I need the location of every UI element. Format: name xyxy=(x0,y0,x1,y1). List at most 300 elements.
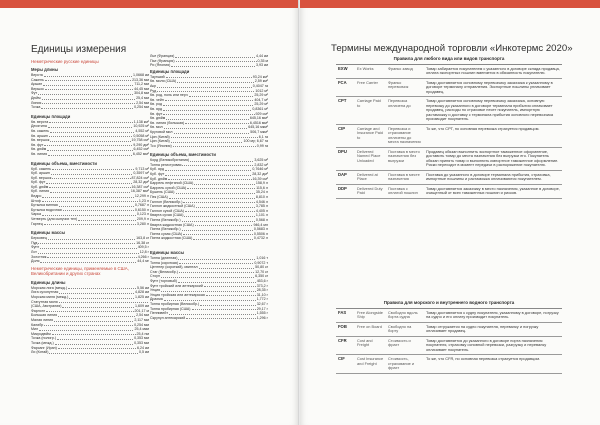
unit-name: Лот xyxy=(31,250,37,254)
unit-value: 163,8 кг xyxy=(136,236,149,241)
unit-name: Штоф xyxy=(31,198,41,203)
dot-leader xyxy=(50,141,130,142)
unit-name: Кварта жидкостная (США) xyxy=(150,222,194,227)
unit-value: 6,4516 мм² xyxy=(249,120,268,125)
units-column-2 xyxy=(150,54,268,320)
dot-leader xyxy=(194,184,255,185)
unit-value: 2,54 мм xyxy=(136,100,149,105)
unit-name: Стаг (Великобр.) xyxy=(150,269,178,274)
term-english: Delivered at Place xyxy=(357,171,378,181)
unit-value: 1,772 г xyxy=(256,297,268,302)
dot-leader xyxy=(185,123,249,124)
unit-name: Морская миля (межд.) xyxy=(31,294,69,299)
unit-value: 6,1 га xyxy=(258,134,268,139)
dot-leader xyxy=(165,100,253,101)
unit-value: 929 см² xyxy=(255,111,268,116)
term-english: Free on Board xyxy=(357,323,382,329)
dot-leader xyxy=(42,215,136,216)
unit-value: 201,17 м xyxy=(134,308,149,313)
unit-value: 1,0668 км xyxy=(132,73,149,77)
unit-value: 6,350 кг xyxy=(255,274,268,279)
dot-leader xyxy=(51,174,132,175)
dot-leader xyxy=(59,293,134,294)
unit-name: Куб. сажень xyxy=(31,166,52,171)
unit-row xyxy=(150,144,268,149)
unit-value: 10,925 м² xyxy=(133,124,149,129)
dot-leader xyxy=(183,234,253,235)
dot-leader xyxy=(46,311,133,312)
dot-leader xyxy=(45,89,133,90)
unit-name: Лига сухопутная xyxy=(31,290,59,295)
dot-leader xyxy=(63,210,134,211)
term-english: Free Alongside Ship xyxy=(357,309,383,319)
unit-name: Кв. верста xyxy=(31,119,49,124)
page-title: Термины международной торговли «Инкотермс 2020» xyxy=(331,43,573,54)
dot-leader xyxy=(78,220,136,221)
table-row xyxy=(336,79,562,98)
unit-value: 0,568 л xyxy=(255,218,268,222)
term-description: То же, что CPT, но основная перевозка страхуется продавцом. xyxy=(426,125,540,131)
table-row xyxy=(336,323,562,337)
term-description: Товар доставляется основному перевозчику заказчика к указанному в договоре терминалу отправления. Экспортные пошлины уплачивает продавец. xyxy=(426,79,553,94)
dot-leader xyxy=(62,307,134,308)
unit-value: 12,299 л xyxy=(134,194,149,199)
dot-leader xyxy=(171,66,255,67)
unit-value: 3,93 км xyxy=(255,63,268,68)
unit-name: Точка (межд.) xyxy=(31,340,54,345)
unit-name: Кв. род, поль или перч xyxy=(150,93,188,98)
unit-value: 0,353 мм xyxy=(134,336,149,341)
unit-row xyxy=(31,222,149,227)
dot-leader xyxy=(47,257,136,258)
units-column-1 xyxy=(31,57,149,355)
dot-leader xyxy=(184,216,254,217)
unit-value: 0,35 м xyxy=(257,58,268,63)
term-english: Carriage Paid to xyxy=(357,98,381,108)
term-russian: Свободно на борту xyxy=(388,323,412,333)
dot-leader xyxy=(44,224,136,225)
unit-value: 12,70 кг xyxy=(255,269,268,274)
dot-leader xyxy=(48,155,132,156)
dot-leader xyxy=(171,137,258,138)
unit-value: 0,8361 м² xyxy=(252,106,268,111)
dot-leader xyxy=(165,175,251,176)
unit-value: 16,387 см³ xyxy=(131,184,149,189)
dot-leader xyxy=(165,170,251,171)
unit-name: Четверть (для сыпучих тел) xyxy=(31,217,78,222)
unit-value: 35,24 л xyxy=(255,190,268,195)
unit-value: 1,609 км xyxy=(134,304,149,309)
unit-value: 16,39 см³ xyxy=(252,176,268,181)
term-english: Delivered Named Place Unloaded xyxy=(357,148,381,163)
top-accent-bar xyxy=(300,0,600,8)
dot-leader xyxy=(50,192,130,193)
unit-name: Гарнец xyxy=(31,221,43,226)
dot-leader xyxy=(189,96,254,97)
unit-value: 1,296 г xyxy=(256,315,268,320)
term-english: Delivered Duty Paid xyxy=(357,185,383,195)
term-english: Ex Works xyxy=(357,65,374,71)
term-code: DDP xyxy=(338,185,347,191)
unit-name: Ведро xyxy=(31,194,42,199)
unit-name: Кв. чейн xyxy=(150,97,164,102)
term-code: CFR xyxy=(338,337,347,343)
unit-name: Куб. дюйм xyxy=(31,184,49,189)
unit-name: Кв. сажень xyxy=(31,128,50,133)
unit-name: Тонна (короткая) xyxy=(150,260,179,265)
dot-leader xyxy=(49,353,137,354)
unit-name: Малая линия xyxy=(31,317,54,322)
dot-leader xyxy=(52,334,136,335)
unit-value: 93,24 км² xyxy=(252,74,268,79)
dot-leader xyxy=(40,248,137,249)
dot-leader xyxy=(196,207,255,208)
unit-value: 1,555 г xyxy=(256,311,268,316)
unit-value: 209,9 л xyxy=(136,217,149,222)
unit-name: Большая линия xyxy=(31,313,58,318)
term-code: CPT xyxy=(338,98,347,103)
dot-leader xyxy=(182,221,255,222)
unit-value: 213,36 мм xyxy=(132,77,149,82)
dot-leader xyxy=(157,91,254,92)
unit-value: 2,117 мм xyxy=(134,317,149,322)
unit-value: 28,35 г xyxy=(256,288,268,293)
unit-value: 1,101 л xyxy=(255,213,268,218)
unit-name: Бушель (США) xyxy=(150,190,175,195)
term-description: Товар доставляется к судну покупателя, указанному в договоре, погрузку на судно и его оплату производит покупатель. xyxy=(426,309,559,319)
dot-leader xyxy=(187,188,255,189)
unit-name: Сажень xyxy=(31,77,44,82)
dot-leader xyxy=(49,122,132,123)
unit-name: Тсо (Япония) xyxy=(150,143,172,148)
unit-name: Стоун xyxy=(150,274,160,279)
unit-value: 9,713 м³ xyxy=(135,166,149,171)
unit-name: Галлон жидкостный (США) xyxy=(150,204,195,209)
unit-value: 16,387 мм³ xyxy=(130,189,149,194)
unit-name: Бутылка винная xyxy=(31,203,58,208)
unit-value: 44,45 мм xyxy=(134,86,149,91)
unit-name: Пье (Франция) xyxy=(150,58,175,63)
dot-leader xyxy=(183,202,255,203)
group-heading: Единицы площади xyxy=(31,113,71,119)
unit-name: Точка xyxy=(31,105,41,110)
dot-leader xyxy=(163,110,251,111)
unit-value: 0,353 мм xyxy=(134,340,149,345)
unit-name: Чарка xyxy=(31,212,42,217)
term-english: Cost and Freight xyxy=(357,337,373,347)
dot-leader xyxy=(175,57,255,58)
unit-value: 3,280 л xyxy=(136,221,149,226)
unit-value: 645,16 мм² xyxy=(249,116,268,121)
term-code: FAS xyxy=(338,309,347,315)
dot-leader xyxy=(55,344,133,345)
unit-name: Круговой мил xyxy=(150,129,173,134)
dot-leader xyxy=(166,77,252,78)
unit-value: 0,5 км xyxy=(138,350,149,355)
unit-name: Десятина xyxy=(31,124,47,129)
dot-leader xyxy=(39,330,133,331)
dot-leader xyxy=(38,243,135,244)
unit-value: 28,32 дм³ xyxy=(252,172,268,177)
unit-value: 304,8 мм xyxy=(134,91,149,96)
term-description: То же, что CFR, но основная перевозка страхуется продавцом. xyxy=(426,356,541,361)
table-row xyxy=(336,309,562,323)
dot-leader xyxy=(52,169,134,170)
dot-leader xyxy=(49,136,132,137)
unit-name: Баррель нефтяной (США) xyxy=(150,181,194,186)
unit-value: 4,546 л xyxy=(255,199,268,204)
unit-row xyxy=(31,350,149,355)
term-russian: Стоимость и фрахт xyxy=(388,337,411,347)
unit-name: Куб. фут xyxy=(31,180,46,185)
unit-value: 44,4 мг xyxy=(137,259,149,264)
term-russian: Поставка в место назначения без выгрузки xyxy=(388,148,420,163)
dot-leader xyxy=(178,259,255,260)
dot-leader xyxy=(164,128,248,129)
unit-name: Вершок xyxy=(31,86,44,91)
unit-value: 0,4732 л xyxy=(253,236,268,241)
dot-leader xyxy=(40,262,136,263)
dot-leader xyxy=(185,211,255,212)
unit-value: 4,44 км xyxy=(255,54,268,58)
group-heading: Единицы длины xyxy=(31,279,66,285)
unit-row xyxy=(31,152,149,157)
term-description: Товар доставляется заказчику в место назначения, указанное в договоре, очищенный от всех таможенных пошлин и рисков. xyxy=(426,185,560,195)
dot-leader xyxy=(58,348,136,349)
unit-value: 3,785 л xyxy=(255,204,268,209)
unit-name: Куб. ярд xyxy=(150,167,164,172)
unit-name: Драхма xyxy=(150,297,163,302)
dot-leader xyxy=(173,146,256,147)
dot-leader xyxy=(179,263,253,264)
dot-leader xyxy=(50,132,134,133)
unit-name: Фунт тройский или аптекарский xyxy=(150,283,203,288)
dot-leader xyxy=(42,201,138,202)
unit-name: Кв. миля (США) xyxy=(150,79,177,84)
table-row xyxy=(336,65,562,79)
unit-value: 25,29 м² xyxy=(254,93,268,98)
dot-leader xyxy=(59,206,134,207)
dot-leader xyxy=(206,295,256,296)
unit-value: 645,16 мкм² xyxy=(248,125,268,130)
unit-name: Дюйм xyxy=(31,95,41,100)
group-heading: Единицы площади xyxy=(150,68,190,74)
unit-name: Тонна пробирная (США) xyxy=(150,306,191,311)
term-code: CIP xyxy=(338,125,345,131)
table-row xyxy=(336,148,562,171)
dot-leader xyxy=(171,142,243,143)
unit-value: 506,7 мкм² xyxy=(250,129,268,134)
unit-name: Кв. дюйм xyxy=(150,116,166,121)
dot-leader xyxy=(46,183,132,184)
unit-value: 0,5058 м² xyxy=(133,133,149,138)
unit-name: Лье (Франция) xyxy=(150,54,175,58)
dot-leader xyxy=(168,179,251,180)
group-heading: Меры длины xyxy=(31,67,59,72)
unit-value: 4,405 л xyxy=(255,208,268,213)
dot-leader xyxy=(163,114,254,115)
dot-leader xyxy=(52,178,130,179)
unit-name: Фут xyxy=(31,91,38,96)
unit-name: Кв. фут xyxy=(31,142,44,147)
unit-value: 1,23 л xyxy=(138,198,149,203)
unit-name: Берковец xyxy=(31,236,47,241)
dot-leader xyxy=(45,80,131,81)
unit-name: Куб. вершок xyxy=(31,175,52,180)
group-heading: Единицы объема, вместимости xyxy=(150,152,216,158)
term-russian: Поставка в месте назначения xyxy=(388,171,420,181)
group-heading: Единицы массы xyxy=(150,249,185,255)
dot-leader xyxy=(200,305,255,306)
spacer xyxy=(150,241,268,246)
table-row xyxy=(336,355,562,374)
unit-value: 0,6150 л xyxy=(134,207,149,212)
unit-value: 29,17 г xyxy=(256,306,268,311)
dot-leader xyxy=(193,239,253,240)
table-row xyxy=(336,337,562,356)
dot-leader xyxy=(177,82,254,83)
unit-name: Кв. род xyxy=(150,102,163,107)
unit-name: Пеннивейт xyxy=(150,311,169,316)
left-page xyxy=(0,0,299,425)
term-english: Free Carrier xyxy=(357,79,378,85)
top-accent-bar xyxy=(0,0,298,8)
unit-name: Баррель сухой (США) xyxy=(150,185,187,190)
dot-leader xyxy=(48,239,135,240)
unit-name: Ли (Китай) xyxy=(31,350,49,355)
unit-value: 5,56 км xyxy=(136,285,149,290)
unit-name: Тонна пробирная (Великобр.) xyxy=(150,301,200,306)
unit-name: Цин (Китай) xyxy=(150,134,170,139)
dot-leader xyxy=(47,150,132,151)
unit-name: Акр xyxy=(150,83,156,88)
unit-value: 3,625 м³ xyxy=(254,158,268,163)
dot-leader xyxy=(199,268,255,269)
table-row xyxy=(336,125,562,148)
unit-name: Золотник xyxy=(31,254,47,259)
unit-row xyxy=(150,316,268,321)
term-russian: Франко завод xyxy=(388,65,413,71)
unit-name: Линия xyxy=(31,100,42,105)
unit-value: 711,2 мм xyxy=(134,82,149,87)
unit-name: Кв. ярд xyxy=(150,106,162,111)
unit-name: Пинта (Великобр.) xyxy=(150,218,181,222)
dot-leader xyxy=(179,272,254,273)
term-description: Продавец обязан выполнить экспортное таможенное оформление, доставить товар до места назначения без выгрузки его. Покупатель обязан принять товар и выполнить импортное таможенное оформление. Риски переходят в момент передачи в распоряжение покупателю. xyxy=(426,148,559,167)
term-code: CIF xyxy=(338,356,345,361)
unit-value: 0,7687 л xyxy=(134,203,149,208)
unit-value: 0,254 мм xyxy=(134,322,149,327)
unit-name: Тонна регистровая xyxy=(150,162,182,167)
unit-name: Кварта сухая (США) xyxy=(150,213,184,218)
unit-name: Кв. фут xyxy=(150,111,163,116)
unit-name: Фунт (торговый) xyxy=(150,278,177,283)
unit-value: 2,832 м³ xyxy=(254,162,268,167)
table-row xyxy=(336,171,562,185)
unit-value: 453,6 г xyxy=(256,278,268,283)
term-description: Товар забирается покупателем с указанного в договоре склада продавца, оплата экспортных пошлин вменяется в обязанность покупателю. xyxy=(426,65,560,75)
dot-leader xyxy=(169,198,255,199)
unit-value: 1012 м² xyxy=(255,88,268,93)
unit-name: Цин (Китай) xyxy=(150,139,170,144)
section-heading: Неметрические единицы, применяемые в США, Великобритании и других странах xyxy=(31,265,129,276)
dot-leader xyxy=(178,282,256,283)
term-russian: Перевозка оплачена до xyxy=(388,98,411,108)
unit-name: Доля xyxy=(31,259,40,264)
unit-name: Фунт xyxy=(31,245,40,250)
unit-name: Фарсанг (Иран) xyxy=(31,345,57,350)
unit-value: 0,3597 м³ xyxy=(133,171,149,176)
dot-leader xyxy=(68,288,136,289)
unit-name: Кв. аршин xyxy=(31,133,48,138)
unit-name: Калибр xyxy=(31,322,44,327)
unit-name: Корд (Великобритания) xyxy=(150,158,190,163)
dot-leader xyxy=(44,145,132,146)
term-russian: Свободно вдоль борта судна xyxy=(388,309,418,319)
unit-value: 0,4047 га xyxy=(252,83,268,88)
right-page xyxy=(300,0,600,425)
unit-name: Мил xyxy=(31,327,39,332)
dot-leader xyxy=(41,108,133,109)
term-english: Cost Insurance and Freight xyxy=(357,356,384,366)
unit-value: 2,54 мм xyxy=(136,313,149,318)
unit-value: 50,80 кг xyxy=(255,265,268,270)
unit-row xyxy=(31,105,149,110)
unit-value: 19,758 см² xyxy=(131,138,149,143)
unit-name: Кв. вершок xyxy=(31,138,50,143)
unit-value: 25,4 мм xyxy=(136,95,149,100)
dot-leader xyxy=(176,193,255,194)
unit-value: 0,99 га xyxy=(256,143,268,148)
unit-value: 4,266 г xyxy=(137,254,149,259)
dot-leader xyxy=(161,291,256,292)
term-code: FCA xyxy=(338,79,347,85)
dot-leader xyxy=(176,61,257,62)
unit-name: Пуд xyxy=(31,240,38,245)
dot-leader xyxy=(190,161,253,162)
unit-name: Куб. аршин xyxy=(31,171,50,176)
unit-name: Тонна (длинная) xyxy=(150,255,178,260)
dot-leader xyxy=(59,302,148,303)
unit-name: Куб. фут xyxy=(150,172,165,177)
unit-value: 0,9072 т xyxy=(254,260,268,265)
unit-name: Аршин xyxy=(31,82,43,87)
term-russian: Франко перевозчик xyxy=(388,79,409,89)
unit-value: 4,828 км xyxy=(134,290,149,295)
unit-value: 2,59 км² xyxy=(254,79,268,84)
dot-leader xyxy=(49,187,130,188)
unit-name: Ри (Япония) xyxy=(150,63,171,68)
unit-name: Куб. дюйм xyxy=(150,176,168,181)
unit-value: 0,254 мм xyxy=(134,105,149,110)
term-russian: Поставка с оплатой пошлин xyxy=(388,185,418,195)
unit-value: 6,24 км xyxy=(136,345,149,350)
unit-value: 946,4 мл xyxy=(253,222,268,227)
unit-value: 0,123 л xyxy=(136,212,149,217)
unit-value: 158,9 л xyxy=(255,181,268,186)
unit-value: 25,29 м² xyxy=(254,102,268,107)
page-title: Единицы измерения xyxy=(31,44,127,55)
unit-value: 31,10 г xyxy=(256,292,268,297)
unit-name: Галлон сухой (США) xyxy=(150,208,184,213)
dot-leader xyxy=(186,318,255,319)
dot-leader xyxy=(57,339,133,340)
unit-value: 0,5683 л xyxy=(253,227,268,232)
unit-name: Скрупул аптекарский xyxy=(150,315,186,320)
unit-row xyxy=(31,259,149,264)
term-description: Товар доставляется до указанного в договоре порта назначения покупателя, страховку основной перевозки, разгрузку и перевалку оплачивает покупатель. xyxy=(426,337,547,352)
table-caption: Правила для морского и внутреннего водного транспорта xyxy=(336,300,562,309)
